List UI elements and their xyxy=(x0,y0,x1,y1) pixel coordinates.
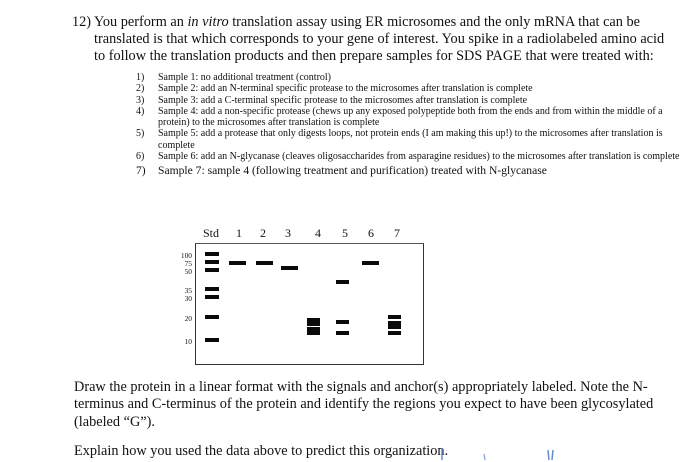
sample-item-7 xyxy=(136,164,681,178)
instructions xyxy=(74,379,674,431)
band-lane-4 xyxy=(307,322,320,326)
sample-text: Sample 2: add an N-terminal specific protease to the microsomes after translation is complete xyxy=(158,83,533,95)
band-lane-5 xyxy=(336,331,349,335)
sample-text: Sample 5: add a protease that only digests loops, not protein ends (I am making this up!) to the microsomes after translation is complete xyxy=(158,128,663,151)
band-std-100 xyxy=(205,252,219,256)
sample-item-2 xyxy=(136,83,681,94)
band-lane-4 xyxy=(307,331,320,335)
sample-number: 2) xyxy=(136,83,145,95)
sample-text: Sample 3: add a C-terminal specific protease to the microsomes after translation is complete xyxy=(158,94,528,106)
sample-number: 4) xyxy=(136,105,145,117)
band-lane-5 xyxy=(336,320,349,324)
lane-label-2: 2 xyxy=(260,226,266,240)
band-std-20 xyxy=(205,315,219,319)
sample-number: 7) xyxy=(136,164,146,178)
mw-marker-20: 20 xyxy=(184,314,192,323)
intro-text-2: translation assay using ER microsomes and the only mRNA that can be translated is that which corresponds to your gene of interest. You spike in a radiolabeled amino acid to follow the translation products and then prepare samples for SDS PAGE that were treated with: xyxy=(94,14,665,64)
sample-text: Sample 6: add an N-glycanase (cleaves oligosaccharides from asparagine residues) to the microsomes after translation is complete xyxy=(158,151,680,163)
scan-marks xyxy=(440,444,580,462)
sample-number: 1) xyxy=(136,72,145,83)
band-lane-7 xyxy=(388,315,401,319)
question-text xyxy=(94,14,672,65)
band-lane-1 xyxy=(229,261,246,265)
lane-label-7: 7 xyxy=(394,226,400,240)
sds-page-gel xyxy=(166,226,426,366)
band-lane-6 xyxy=(362,261,379,265)
sample-item-1 xyxy=(136,72,681,83)
lane-label-1: 1 xyxy=(236,226,242,240)
band-lane-5 xyxy=(336,280,349,284)
sample-number: 6) xyxy=(136,151,145,163)
sample-text: Sample 4: add a non-specific protease (chews up any exposed polypeptide both from the ends and from within the middle of a protein) to the microsomes after translation is complete xyxy=(158,105,663,129)
sample-item-5 xyxy=(136,128,681,151)
mw-marker-30: 30 xyxy=(184,294,192,303)
explain-prompt: Explain how you used the data above to predict this organization. xyxy=(74,443,449,459)
intro-italic: in vitro xyxy=(187,14,229,30)
band-std-50 xyxy=(205,268,219,272)
mw-marker-50: 50 xyxy=(184,267,192,276)
band-std-30 xyxy=(205,295,219,299)
lane-label-std: Std xyxy=(203,226,220,240)
sample-item-3 xyxy=(136,95,681,106)
mw-marker-100: 100 xyxy=(180,251,192,260)
band-lane-7 xyxy=(388,325,401,329)
band-lane-2 xyxy=(256,261,273,265)
sample-item-6 xyxy=(136,151,681,162)
question-number: 12) xyxy=(72,14,92,30)
mw-marker-35: 35 xyxy=(184,286,192,295)
mw-marker-75: 75 xyxy=(184,259,192,268)
band-lane-7 xyxy=(388,331,401,335)
intro-text-1: You perform an xyxy=(94,14,188,30)
sample-text: Sample 7: sample 4 (following treatment and purification) treated with N-glycanase xyxy=(158,164,547,178)
sample-item-4 xyxy=(136,106,681,129)
lane-label-4: 4 xyxy=(315,226,321,240)
band-lane-7 xyxy=(388,321,401,325)
band-std-75 xyxy=(205,260,219,264)
mw-marker-10: 10 xyxy=(184,337,192,346)
lane-label-5: 5 xyxy=(342,226,348,240)
band-lane-3 xyxy=(281,266,298,270)
lane-label-3: 3 xyxy=(285,226,291,240)
sample-number: 3) xyxy=(136,94,145,106)
lane-label-6: 6 xyxy=(368,226,374,240)
sample-number: 5) xyxy=(136,128,145,140)
band-std-10 xyxy=(205,338,219,342)
draw-instructions: Draw the protein in a linear format with the signals and anchor(s) appropriately labeled. Note the N-terminus and C-terminus of the protein and identify the regions you expect to have been glycosylated (labeled “G”). xyxy=(74,379,654,430)
band-std-35 xyxy=(205,287,219,291)
sample-text: Sample 1: no additional treatment (control) xyxy=(158,72,332,83)
sample-list xyxy=(136,72,681,178)
question-intro xyxy=(72,14,672,65)
